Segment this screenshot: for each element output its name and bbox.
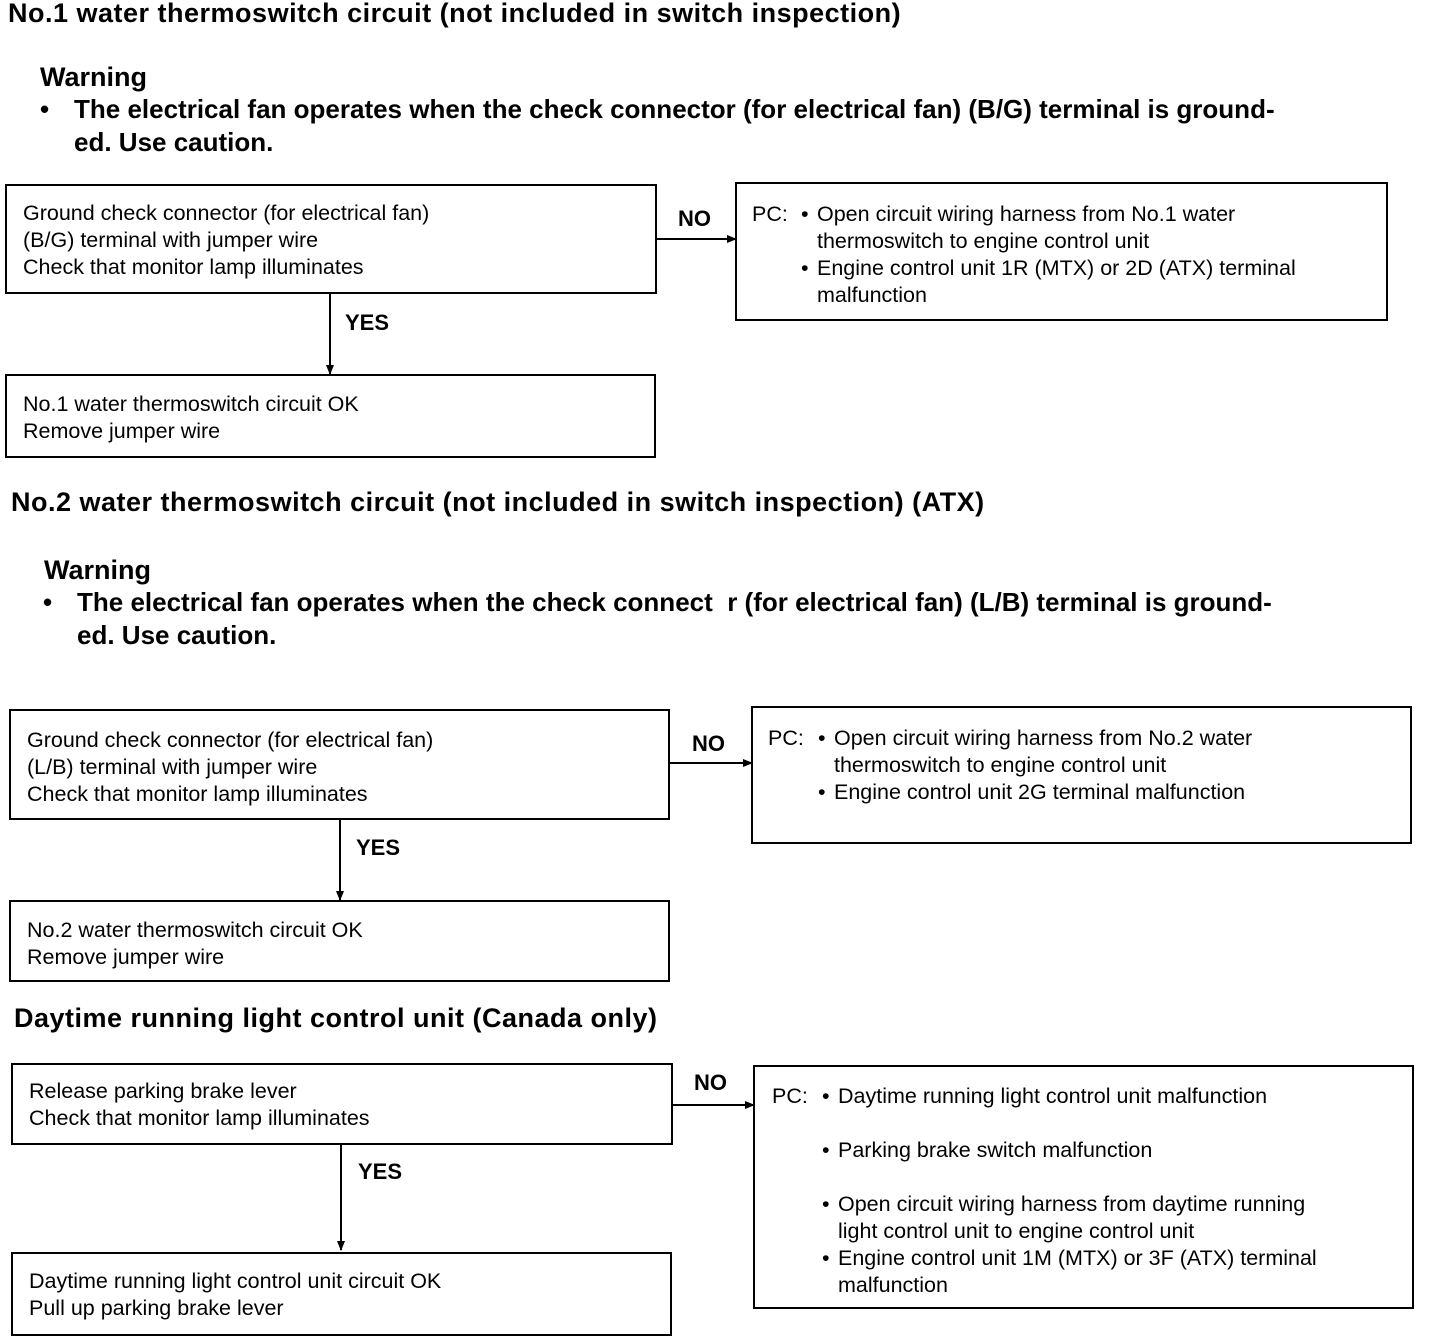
ok-line: No.2 water thermoswitch circuit OK xyxy=(27,918,363,942)
pc-item xyxy=(801,201,1236,255)
check-box-3-text xyxy=(29,1078,370,1132)
section-title-1: No.1 water thermoswitch circuit (not included in switch inspection) xyxy=(8,0,902,28)
ok-line: Remove jumper wire xyxy=(23,419,221,443)
check-box-2 xyxy=(9,709,670,820)
ok-line: Daytime running light control unit circuit OK xyxy=(29,1269,442,1293)
pc-box-3 xyxy=(753,1065,1414,1309)
pc-line: Open circuit wiring harness from No.2 water xyxy=(834,726,1253,750)
pc-line: light control unit to engine control unit xyxy=(838,1219,1195,1243)
no-label-2: NO xyxy=(692,731,725,756)
ok-box-3-text xyxy=(29,1268,441,1322)
warning-line1-1: The electrical fan operates when the check connector (for electrical fan) (B/G) terminal is ground- xyxy=(74,94,1275,124)
pc-item xyxy=(818,725,1253,779)
check-line: Release parking brake lever xyxy=(29,1079,297,1103)
section-title-3: Daytime running light control unit (Canada only) xyxy=(14,1003,658,1033)
pc-item xyxy=(822,1191,1306,1245)
pc-line: Engine control unit 2G terminal malfunction xyxy=(834,780,1246,804)
bullet: • xyxy=(822,1246,830,1270)
check-line: (L/B) terminal with jumper wire xyxy=(27,755,318,779)
pc-item xyxy=(801,255,1296,309)
check-box-1-text xyxy=(23,200,429,281)
pc-line: Open circuit wiring harness from daytime running xyxy=(838,1192,1306,1216)
warning-line2-2: ed. Use caution. xyxy=(77,620,277,650)
bullet: • xyxy=(822,1138,830,1162)
pc-label-2: PC: xyxy=(768,726,804,750)
check-box-2-text xyxy=(27,727,433,808)
pc-item xyxy=(822,1137,1153,1164)
bullet: • xyxy=(801,202,809,226)
ok-line: Pull up parking brake lever xyxy=(29,1296,284,1320)
pc-line: malfunction xyxy=(817,283,927,307)
pc-line: Parking brake switch malfunction xyxy=(838,1138,1153,1162)
pc-label-3: PC: xyxy=(772,1084,808,1108)
ok-box-3 xyxy=(11,1252,672,1336)
ok-line: No.1 water thermoswitch circuit OK xyxy=(23,392,359,416)
warning-heading-2: Warning xyxy=(44,555,151,585)
check-line: Check that monitor lamp illuminates xyxy=(27,782,368,806)
check-line: Check that monitor lamp illuminates xyxy=(23,255,364,279)
ok-box-2-text xyxy=(27,917,363,971)
pc-line: thermoswitch to engine control unit xyxy=(834,753,1167,777)
no-label-3: NO xyxy=(694,1070,727,1095)
yes-label-2: YES xyxy=(356,835,401,860)
warning-text-2 xyxy=(43,586,1272,652)
pc-item xyxy=(822,1245,1317,1299)
ok-box-1-text xyxy=(23,391,359,445)
no-label-1: NO xyxy=(678,206,711,231)
check-line: (B/G) terminal with jumper wire xyxy=(23,228,319,252)
pc-line: Engine control unit 1R (MTX) or 2D (ATX) terminal xyxy=(817,256,1296,280)
yes-label-3: YES xyxy=(358,1159,403,1184)
pc-line: Daytime running light control unit malfunction xyxy=(838,1084,1268,1108)
warning-text-1 xyxy=(40,93,1275,159)
check-box-3 xyxy=(11,1063,673,1145)
warning-bullet-2: • xyxy=(43,587,53,617)
pc-item xyxy=(818,779,1246,806)
bullet: • xyxy=(818,780,826,804)
bullet: • xyxy=(801,256,809,280)
pc-line: malfunction xyxy=(838,1273,948,1297)
bullet: • xyxy=(818,726,826,750)
pc-box-1 xyxy=(735,182,1388,321)
yes-label-1: YES xyxy=(345,310,390,335)
ok-box-1 xyxy=(5,374,656,458)
check-line: Ground check connector (for electrical fan) xyxy=(27,728,434,752)
pc-line: Engine control unit 1M (MTX) or 3F (ATX) terminal xyxy=(838,1246,1317,1270)
pc-line: thermoswitch to engine control unit xyxy=(817,229,1150,253)
ok-box-2 xyxy=(9,900,670,982)
check-line: Ground check connector (for electrical fan) xyxy=(23,201,430,225)
section-title-2: No.2 water thermoswitch circuit (not included in switch inspection) (ATX) xyxy=(11,487,985,517)
warning-bullet-1: • xyxy=(40,94,50,124)
ok-line: Remove jumper wire xyxy=(27,945,225,969)
pc-label-1: PC: xyxy=(752,202,788,226)
warning-line1-2: The electrical fan operates when the check connect r (for electrical fan) (L/B) terminal is ground- xyxy=(77,587,1272,617)
pc-box-2 xyxy=(751,706,1412,844)
bullet: • xyxy=(822,1084,830,1108)
warning-heading-1: Warning xyxy=(40,62,147,92)
bullet: • xyxy=(822,1192,830,1216)
check-box-1 xyxy=(5,184,657,294)
check-line: Check that monitor lamp illuminates xyxy=(29,1106,370,1130)
pc-line: Open circuit wiring harness from No.1 water xyxy=(817,202,1236,226)
pc-item xyxy=(822,1083,1268,1110)
warning-line2-1: ed. Use caution. xyxy=(74,127,274,157)
